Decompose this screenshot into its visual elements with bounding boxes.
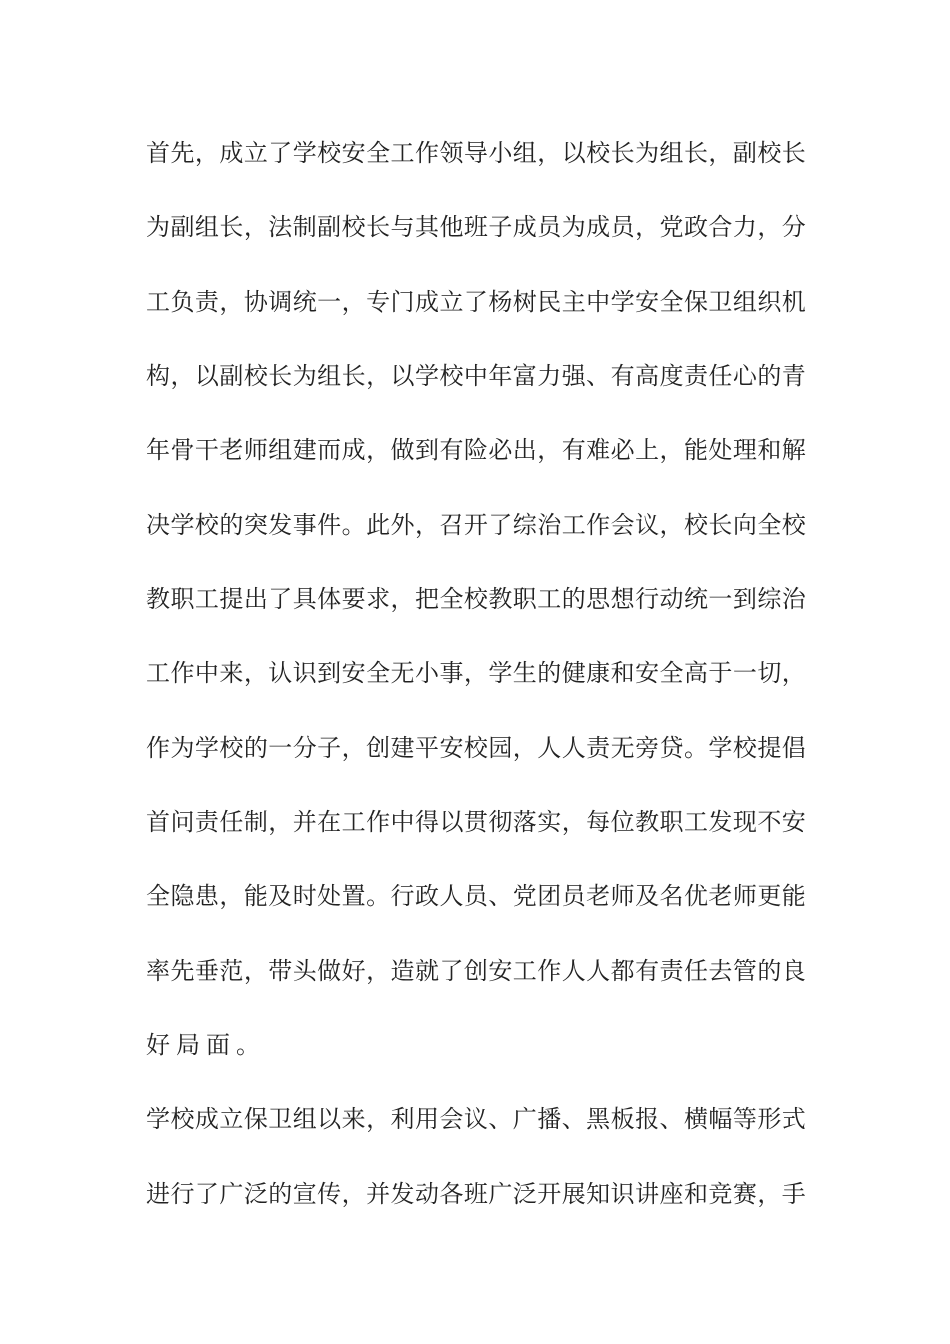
text-line: 工 作 中 来 ， 认 识 到 安 全 无 小 事 ， 学 生 的 健 康 和 安 全 高 于 一 切 ， [146, 659, 806, 687]
text-line: 作 为 学 校 的 一 分 子 ， 创 建 平 安 校 园 ， 人 人 责 无 旁 贷 。 学 校 提 倡 [146, 734, 806, 762]
text-line: 决 学 校 的 突 发 事 件 。 此 外 ， 召 开 了 综 治 工 作 会 议 ， 校 长 向 全 校 [146, 511, 806, 539]
text-line: 年 骨 干 老 师 组 建 而 成 ， 做 到 有 险 必 出 ， 有 难 必 上 ， 能 处 理 和 解 [146, 436, 806, 464]
text-line: 首 先 ， 成 立 了 学 校 安 全 工 作 领 导 小 组 ， 以 校 长 为 组 长 ， 副 校 长 [146, 139, 806, 167]
text-line: 为 副 组 长 ， 法 制 副 校 长 与 其 他 班 子 成 员 为 成 员 ， 党 政 合 力 ， 分 [146, 213, 806, 241]
text-line: 率 先 垂 范 ， 带 头 做 好 ， 造 就 了 创 安 工 作 人 人 都 有 责 任 去 管 的 良 [146, 957, 806, 985]
text-line: 首 问 责 任 制 ， 并 在 工 作 中 得 以 贯 彻 落 实 ， 每 位 教 职 工 发 现 不 安 [146, 808, 806, 836]
text-line: 进 行 了 广 泛 的 宣 传 ， 并 发 动 各 班 广 泛 开 展 知 识 讲 座 和 竞 赛 ， 手 [146, 1180, 806, 1208]
text-line: 全 隐 患 ， 能 及 时 处 置 。 行 政 人 员 、 党 团 员 老 师 及 名 优 老 师 更 能 [146, 882, 806, 910]
text-line: 工 负 责 ， 协 调 统 一 ， 专 门 成 立 了 杨 树 民 主 中 学 安 全 保 卫 组 织 机 [146, 288, 806, 316]
text-line: 教 职 工 提 出 了 具 体 要 求 ， 把 全 校 教 职 工 的 思 想 行 动 统 一 到 综 治 [146, 585, 806, 613]
text-line: 学 校 成 立 保 卫 组 以 来 ， 利 用 会 议 、 广 播 、 黑 板 报 、 横 幅 等 形 式 [146, 1105, 806, 1133]
text-line: 构 ， 以 副 校 长 为 组 长 ， 以 学 校 中 年 富 力 强 、 有 高 度 责 任 心 的 青 [146, 362, 806, 390]
text-line: 好局面。 [146, 1031, 266, 1059]
